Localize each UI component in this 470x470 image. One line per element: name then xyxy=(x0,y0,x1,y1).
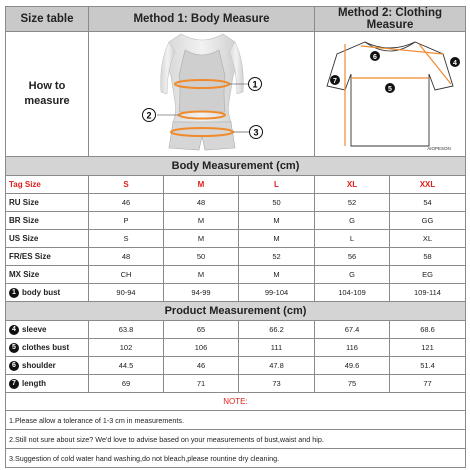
how-to-measure-label xyxy=(6,32,89,157)
marker-3-text: 3 xyxy=(253,127,259,138)
note-row-2 xyxy=(6,430,466,449)
note-title-row xyxy=(6,393,466,411)
row-label-text: shoulder xyxy=(22,360,56,370)
table-cell: G xyxy=(315,212,390,230)
row-label-text: clothes bust xyxy=(22,342,70,352)
row-label: US Size xyxy=(6,230,89,248)
row-label xyxy=(6,321,89,339)
marker-5-text: 5 xyxy=(388,86,392,93)
how-to-row xyxy=(6,32,466,157)
table-cell: 56 xyxy=(315,248,390,266)
body-section-title: Body Measurement (cm) xyxy=(6,157,466,176)
how-to-line-2: measure xyxy=(24,95,70,107)
marker-2-text: 2 xyxy=(146,110,152,121)
sleeve-row xyxy=(6,321,466,339)
us-size-row xyxy=(6,230,466,248)
fr-es-size-row xyxy=(6,248,466,266)
marker-4-text: 4 xyxy=(453,60,457,67)
clothing-measure-illustration xyxy=(315,32,466,157)
table-cell: 94-99 xyxy=(164,284,239,302)
marker-badge: 6 xyxy=(9,361,19,371)
table-cell: 73 xyxy=(239,375,315,393)
table-cell: 47.8 xyxy=(239,357,315,375)
table-cell: 46 xyxy=(164,357,239,375)
tag-size-m: M xyxy=(164,176,239,194)
tag-size-label: Tag Size xyxy=(6,176,89,194)
table-cell: EG xyxy=(390,266,466,284)
marker-1-text: 1 xyxy=(252,79,258,90)
table-cell: 77 xyxy=(390,375,466,393)
br-size-row xyxy=(6,212,466,230)
method2-title: Method 2: Clothing Measure xyxy=(315,7,466,32)
table-cell: M xyxy=(239,230,315,248)
table-cell: XL xyxy=(390,230,466,248)
table-cell: M xyxy=(239,212,315,230)
table-cell: 109-114 xyxy=(390,284,466,302)
row-label xyxy=(6,284,89,302)
marker-6-text: 6 xyxy=(373,54,377,61)
note-line-1: 1.Please allow a tolerance of 1-3 cm in measurements. xyxy=(6,411,466,430)
size-table xyxy=(5,6,466,468)
tag-size-xxl: XXL xyxy=(390,176,466,194)
table-cell: 54 xyxy=(390,194,466,212)
marker-badge: 4 xyxy=(9,325,19,335)
table-cell: M xyxy=(239,266,315,284)
note-row-3 xyxy=(6,449,466,468)
row-label xyxy=(6,375,89,393)
how-to-line-1: How to xyxy=(28,80,66,92)
brand-mark: AIOPESON xyxy=(427,146,451,151)
note-line-2: 2.Still not sure about size? We'd love to advise based on your measurements of bust,waist and hip. xyxy=(6,430,466,449)
product-section-title: Product Measurement (cm) xyxy=(6,302,466,321)
row-label-text: body bust xyxy=(22,287,61,297)
table-cell: 48 xyxy=(89,248,164,266)
table-cell: M xyxy=(164,230,239,248)
body-bust-row xyxy=(6,284,466,302)
row-label: BR Size xyxy=(6,212,89,230)
table-cell: M xyxy=(164,212,239,230)
table-cell: 58 xyxy=(390,248,466,266)
table-cell: 48 xyxy=(164,194,239,212)
row-label: FR/ES Size xyxy=(6,248,89,266)
tag-size-row xyxy=(6,176,466,194)
table-cell: 99-104 xyxy=(239,284,315,302)
table-cell: 66.2 xyxy=(239,321,315,339)
marker-badge: 5 xyxy=(9,343,19,353)
note-title: NOTE: xyxy=(6,393,466,411)
table-cell: 52 xyxy=(315,194,390,212)
row-label: MX Size xyxy=(6,266,89,284)
header-row xyxy=(6,7,466,32)
tag-size-l: L xyxy=(239,176,315,194)
tag-size-xl: XL xyxy=(315,176,390,194)
table-cell: 50 xyxy=(239,194,315,212)
marker-badge: 7 xyxy=(9,379,19,389)
table-cell: 104-109 xyxy=(315,284,390,302)
table-cell: 102 xyxy=(89,339,164,357)
row-label xyxy=(6,339,89,357)
marker-7-text: 7 xyxy=(333,78,337,85)
mx-size-row xyxy=(6,266,466,284)
table-cell: 90-94 xyxy=(89,284,164,302)
table-cell: 71 xyxy=(164,375,239,393)
table-cell: 67.4 xyxy=(315,321,390,339)
body-measure-illustration xyxy=(89,32,315,157)
note-row-1 xyxy=(6,411,466,430)
table-cell: 111 xyxy=(239,339,315,357)
table-cell: 49.6 xyxy=(315,357,390,375)
table-cell: CH xyxy=(89,266,164,284)
table-cell: 69 xyxy=(89,375,164,393)
table-cell: M xyxy=(164,266,239,284)
tshirt-figure xyxy=(315,32,466,154)
body-figure xyxy=(89,32,315,154)
table-cell: 44.5 xyxy=(89,357,164,375)
note-line-3: 3.Suggestion of cold water hand washing,do not bleach,please rountine dry cleaning. xyxy=(6,449,466,468)
size-chart xyxy=(5,6,465,468)
table-cell: 121 xyxy=(390,339,466,357)
shoulder-row xyxy=(6,357,466,375)
table-cell: 52 xyxy=(239,248,315,266)
clothes-bust-row xyxy=(6,339,466,357)
length-row xyxy=(6,375,466,393)
tshirt-shape xyxy=(327,42,453,146)
table-cell: 63.8 xyxy=(89,321,164,339)
tag-size-s: S xyxy=(89,176,164,194)
table-cell: 116 xyxy=(315,339,390,357)
row-label-text: length xyxy=(22,378,46,388)
table-cell: L xyxy=(315,230,390,248)
table-cell: 51.4 xyxy=(390,357,466,375)
table-cell: 65 xyxy=(164,321,239,339)
table-cell: GG xyxy=(390,212,466,230)
table-cell: 50 xyxy=(164,248,239,266)
table-cell: P xyxy=(89,212,164,230)
marker-badge: 1 xyxy=(9,288,19,298)
row-label-text: sleeve xyxy=(22,324,47,334)
table-cell: 46 xyxy=(89,194,164,212)
table-cell: 68.6 xyxy=(390,321,466,339)
ru-size-row xyxy=(6,194,466,212)
row-label: RU Size xyxy=(6,194,89,212)
row-label xyxy=(6,357,89,375)
table-cell: S xyxy=(89,230,164,248)
table-cell: 75 xyxy=(315,375,390,393)
method1-title: Method 1: Body Measure xyxy=(89,7,315,32)
size-table-title: Size table xyxy=(6,7,89,32)
table-cell: 106 xyxy=(164,339,239,357)
table-cell: G xyxy=(315,266,390,284)
product-section-row xyxy=(6,302,466,321)
body-section-row xyxy=(6,157,466,176)
